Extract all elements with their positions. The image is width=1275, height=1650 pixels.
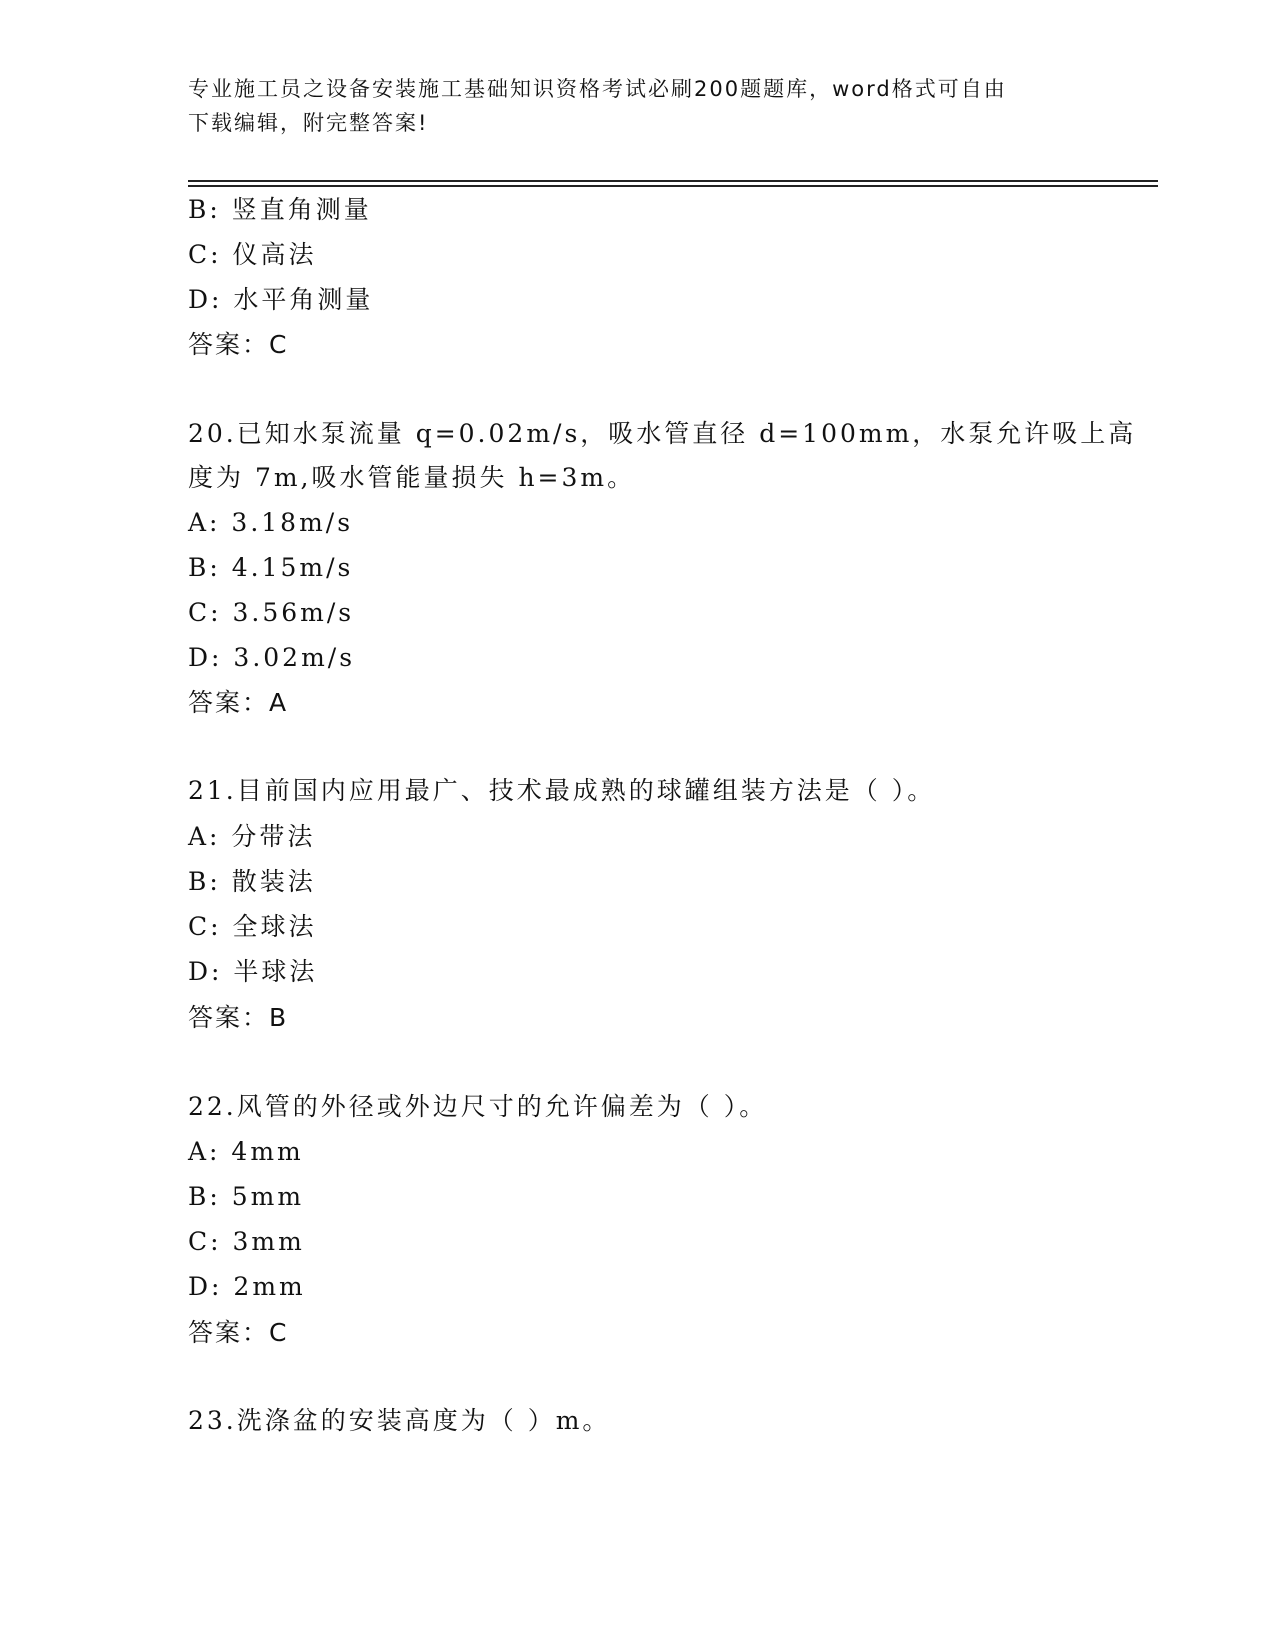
option-b: B: 5mm xyxy=(188,1182,305,1211)
option-c: C: 3mm xyxy=(188,1227,305,1256)
option-b: B: 散装法 xyxy=(188,867,316,896)
answer-line: 答案：A xyxy=(188,688,289,717)
question-stem: 22.风管的外径或外边尺寸的允许偏差为（ ）。 xyxy=(188,1092,768,1121)
option-d: D: 3.02m/s xyxy=(188,643,356,672)
answer-line: 答案：B xyxy=(188,1003,289,1032)
header-line-2: 下载编辑，附完整答案! xyxy=(188,111,429,135)
header-divider-bottom xyxy=(188,185,1158,187)
option-a: A: 3.18m/s xyxy=(188,508,354,537)
question-stem: 20.已知水泵流量 q=0.02m/s，吸水管直径 d=100mm，水泵允许吸上高 xyxy=(188,419,1137,448)
option-a: A: 分带法 xyxy=(188,822,316,851)
option-c: C: 3.56m/s xyxy=(188,598,355,627)
option-b: B: 4.15m/s xyxy=(188,553,354,582)
option-d: D: 水平角测量 xyxy=(188,285,374,314)
option-b: B: 竖直角测量 xyxy=(188,195,372,224)
option-d: D: 2mm xyxy=(188,1272,306,1301)
option-d: D: 半球法 xyxy=(188,957,318,986)
question-stem: 21.目前国内应用最广、技术最成熟的球罐组装方法是（ ）。 xyxy=(188,776,936,805)
question-stem: 23.洗涤盆的安装高度为（ ）m。 xyxy=(188,1406,611,1435)
header-divider-top xyxy=(188,180,1158,182)
option-c: C: 仪高法 xyxy=(188,240,317,269)
answer-line: 答案：C xyxy=(188,1318,289,1347)
header-line-1: 专业施工员之设备安装施工基础知识资格考试必刷200题题库，word格式可自由 xyxy=(188,77,1007,101)
answer-line: 答案：C xyxy=(188,330,289,359)
question-stem: 度为 7m,吸水管能量损失 h=3m。 xyxy=(188,463,636,492)
option-a: A: 4mm xyxy=(188,1137,304,1166)
document-header xyxy=(188,72,1088,140)
option-c: C: 全球法 xyxy=(188,912,317,941)
